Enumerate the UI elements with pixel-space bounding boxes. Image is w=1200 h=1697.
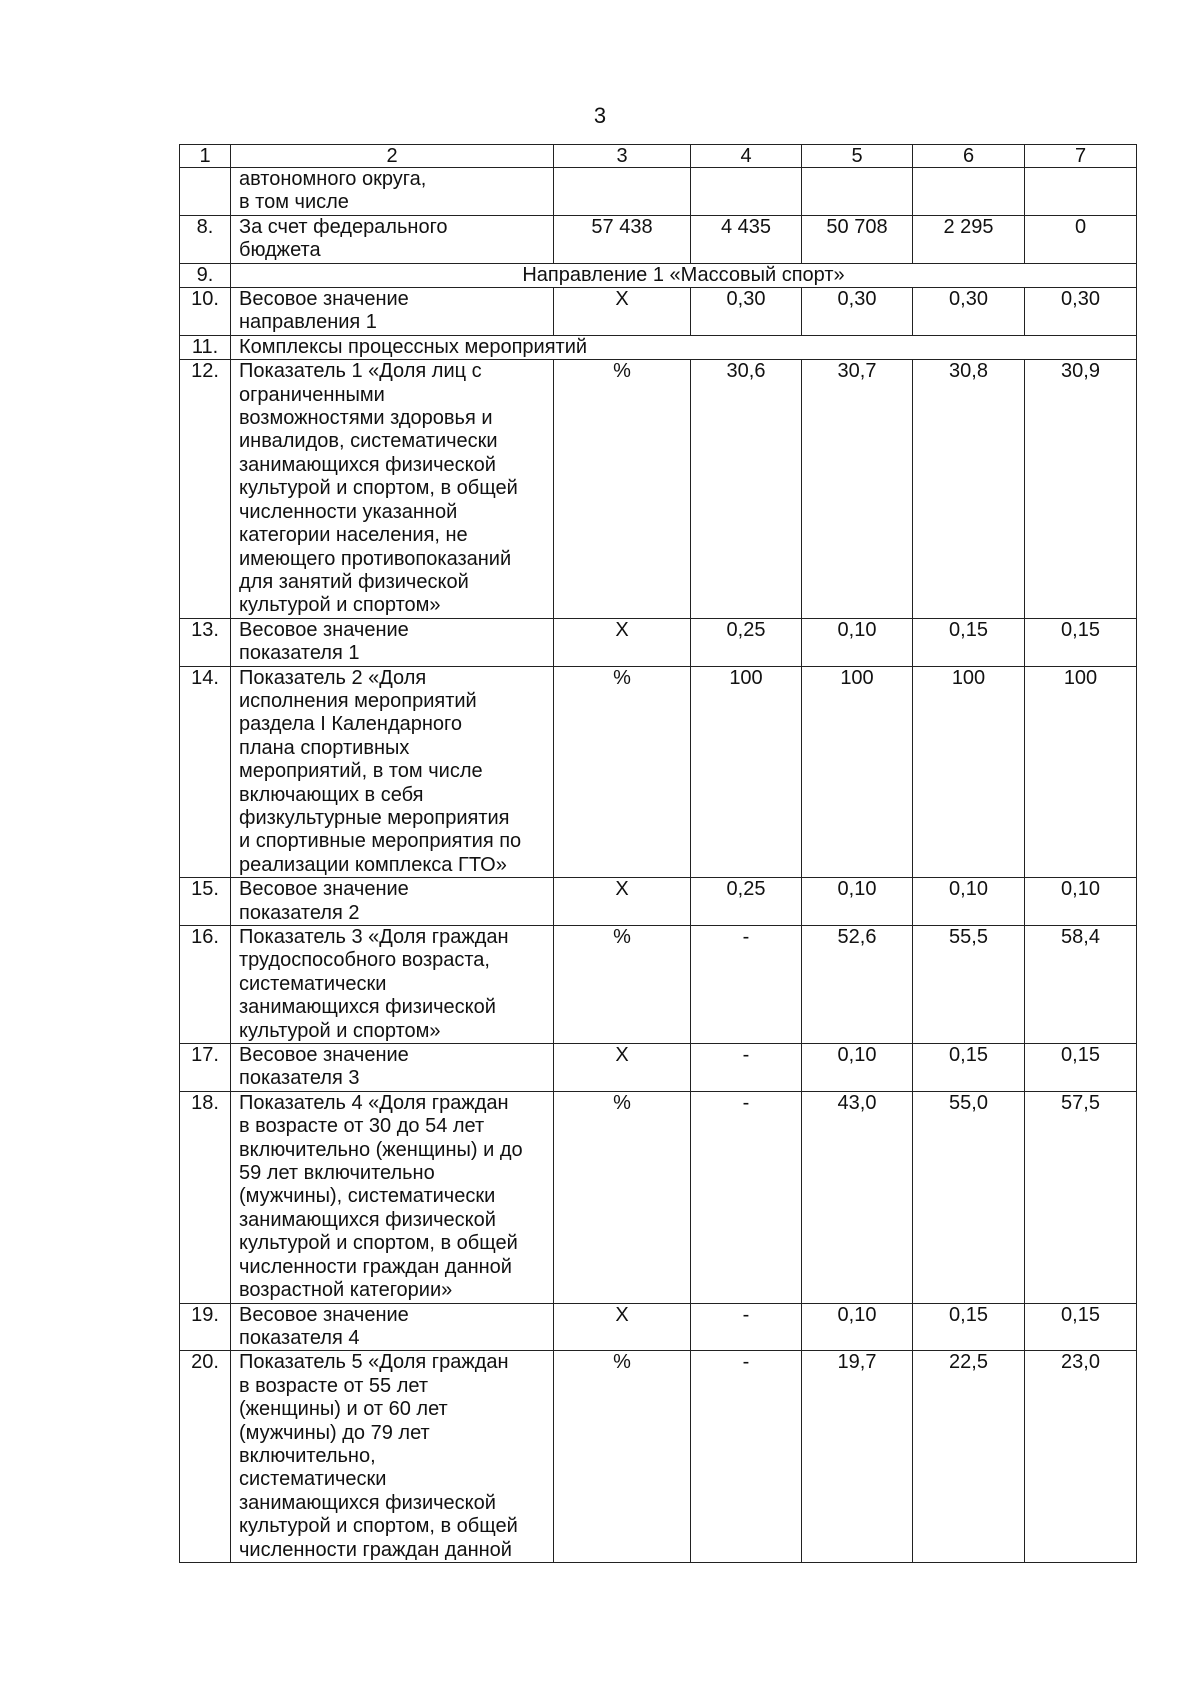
row-name: Весовое значение показателя 4 — [231, 1303, 554, 1351]
table-row — [180, 666, 1137, 878]
value-cell: % — [554, 1351, 691, 1563]
value-cell: % — [554, 360, 691, 618]
value-cell: X — [554, 288, 691, 336]
table-row — [180, 360, 1137, 618]
value-cell: 30,7 — [802, 360, 913, 618]
value-cell: 0,30 — [802, 288, 913, 336]
header-cell: 4 — [691, 145, 802, 168]
value-cell: 23,0 — [1025, 1351, 1137, 1563]
value-cell: 19,7 — [802, 1351, 913, 1563]
value-cell: 55,5 — [913, 926, 1025, 1044]
value-cell: 57,5 — [1025, 1091, 1137, 1303]
table-row — [180, 878, 1137, 926]
table-row — [180, 618, 1137, 666]
row-name: Весовое значение показателя 2 — [231, 878, 554, 926]
value-cell: X — [554, 618, 691, 666]
value-cell: X — [554, 1044, 691, 1092]
value-cell — [802, 168, 913, 216]
value-cell: 0,10 — [913, 878, 1025, 926]
value-cell: 0,15 — [1025, 1044, 1137, 1092]
row-number: 15. — [180, 878, 231, 926]
value-cell: - — [691, 1091, 802, 1303]
table-row — [180, 263, 1137, 287]
row-name: автономного округа, в том числе — [231, 168, 554, 216]
value-cell: - — [691, 1351, 802, 1563]
row-number: 18. — [180, 1091, 231, 1303]
value-cell: 0 — [1025, 215, 1137, 263]
header-cell: 5 — [802, 145, 913, 168]
value-cell: 50 708 — [802, 215, 913, 263]
row-number: 12. — [180, 360, 231, 618]
row-number: 17. — [180, 1044, 231, 1092]
value-cell: 0,10 — [802, 618, 913, 666]
row-number: 8. — [180, 215, 231, 263]
table-row — [180, 215, 1137, 263]
value-cell: 43,0 — [802, 1091, 913, 1303]
indicators-table — [179, 144, 1137, 1563]
section-heading: Комплексы процессных мероприятий — [231, 335, 1137, 359]
value-cell — [691, 168, 802, 216]
header-cell: 6 — [913, 145, 1025, 168]
value-cell: - — [691, 1044, 802, 1092]
value-cell: 0,15 — [913, 1044, 1025, 1092]
row-number: 20. — [180, 1351, 231, 1563]
row-name: Показатель 4 «Доля граждан в возрасте от 30 до 54 лет включительно (женщины) и до 59 лет включительно (мужчины), систематически занимающихся физической культурой и спортом, в общей численности граждан данной возрастной категории» — [231, 1091, 554, 1303]
value-cell — [1025, 168, 1137, 216]
value-cell — [554, 168, 691, 216]
value-cell: 0,10 — [802, 878, 913, 926]
value-cell: 100 — [1025, 666, 1137, 878]
value-cell: 100 — [913, 666, 1025, 878]
value-cell — [913, 168, 1025, 216]
row-name: Весовое значение показателя 3 — [231, 1044, 554, 1092]
table-row — [180, 288, 1137, 336]
table-row — [180, 335, 1137, 359]
table-header-row — [180, 145, 1137, 168]
table-row — [180, 1303, 1137, 1351]
row-number: 14. — [180, 666, 231, 878]
row-number: 9. — [180, 263, 231, 287]
value-cell: X — [554, 1303, 691, 1351]
value-cell: 0,10 — [1025, 878, 1137, 926]
value-cell: 58,4 — [1025, 926, 1137, 1044]
value-cell: 30,8 — [913, 360, 1025, 618]
row-name: Показатель 3 «Доля граждан трудоспособного возраста, систематически занимающихся физической культурой и спортом» — [231, 926, 554, 1044]
header-cell: 3 — [554, 145, 691, 168]
table-row — [180, 1351, 1137, 1563]
table-row — [180, 1044, 1137, 1092]
table-row — [180, 926, 1137, 1044]
row-name: Показатель 5 «Доля граждан в возрасте от 55 лет (женщины) и от 60 лет (мужчины) до 79 лет включительно, систематически занимающихся физической культурой и спортом, в общей численности граждан данной — [231, 1351, 554, 1563]
value-cell: 0,15 — [913, 1303, 1025, 1351]
row-number: 11. — [180, 335, 231, 359]
value-cell: 100 — [691, 666, 802, 878]
value-cell: 22,5 — [913, 1351, 1025, 1563]
value-cell: 30,6 — [691, 360, 802, 618]
page-number: 3 — [593, 103, 607, 128]
row-name: Показатель 1 «Доля лиц с ограниченными возможностями здоровья и инвалидов, систематически занимающихся физической культурой и спортом, в общей численности указанной категории населения, не имеющего противопоказаний для занятий физической культурой и спортом» — [231, 360, 554, 618]
header-cell: 1 — [180, 145, 231, 168]
value-cell: 30,9 — [1025, 360, 1137, 618]
value-cell: X — [554, 878, 691, 926]
value-cell: 4 435 — [691, 215, 802, 263]
value-cell: % — [554, 666, 691, 878]
value-cell: 0,10 — [802, 1044, 913, 1092]
table-row — [180, 168, 1137, 216]
value-cell: 0,15 — [1025, 1303, 1137, 1351]
value-cell: 52,6 — [802, 926, 913, 1044]
value-cell: - — [691, 1303, 802, 1351]
value-cell: 100 — [802, 666, 913, 878]
header-cell: 7 — [1025, 145, 1137, 168]
value-cell: 0,15 — [913, 618, 1025, 666]
value-cell: 0,15 — [1025, 618, 1137, 666]
value-cell: 2 295 — [913, 215, 1025, 263]
row-number: 19. — [180, 1303, 231, 1351]
value-cell: 0,25 — [691, 618, 802, 666]
value-cell: 0,30 — [691, 288, 802, 336]
value-cell: 0,30 — [1025, 288, 1137, 336]
row-name: За счет федерального бюджета — [231, 215, 554, 263]
row-name: Весовое значение направления 1 — [231, 288, 554, 336]
row-number — [180, 168, 231, 216]
row-number: 10. — [180, 288, 231, 336]
value-cell: 0,10 — [802, 1303, 913, 1351]
section-heading: Направление 1 «Массовый спорт» — [231, 263, 1137, 287]
value-cell: % — [554, 1091, 691, 1303]
row-number: 16. — [180, 926, 231, 1044]
value-cell: % — [554, 926, 691, 1044]
value-cell: 55,0 — [913, 1091, 1025, 1303]
value-cell: 57 438 — [554, 215, 691, 263]
value-cell: 0,25 — [691, 878, 802, 926]
table-row — [180, 1091, 1137, 1303]
value-cell: - — [691, 926, 802, 1044]
row-name: Показатель 2 «Доля исполнения мероприятий раздела I Календарного плана спортивных мероприятий, в том числе включающих в себя физкультурные мероприятия и спортивные мероприятия по реализации комплекса ГТО» — [231, 666, 554, 878]
row-number: 13. — [180, 618, 231, 666]
row-name: Весовое значение показателя 1 — [231, 618, 554, 666]
value-cell: 0,30 — [913, 288, 1025, 336]
header-cell: 2 — [231, 145, 554, 168]
